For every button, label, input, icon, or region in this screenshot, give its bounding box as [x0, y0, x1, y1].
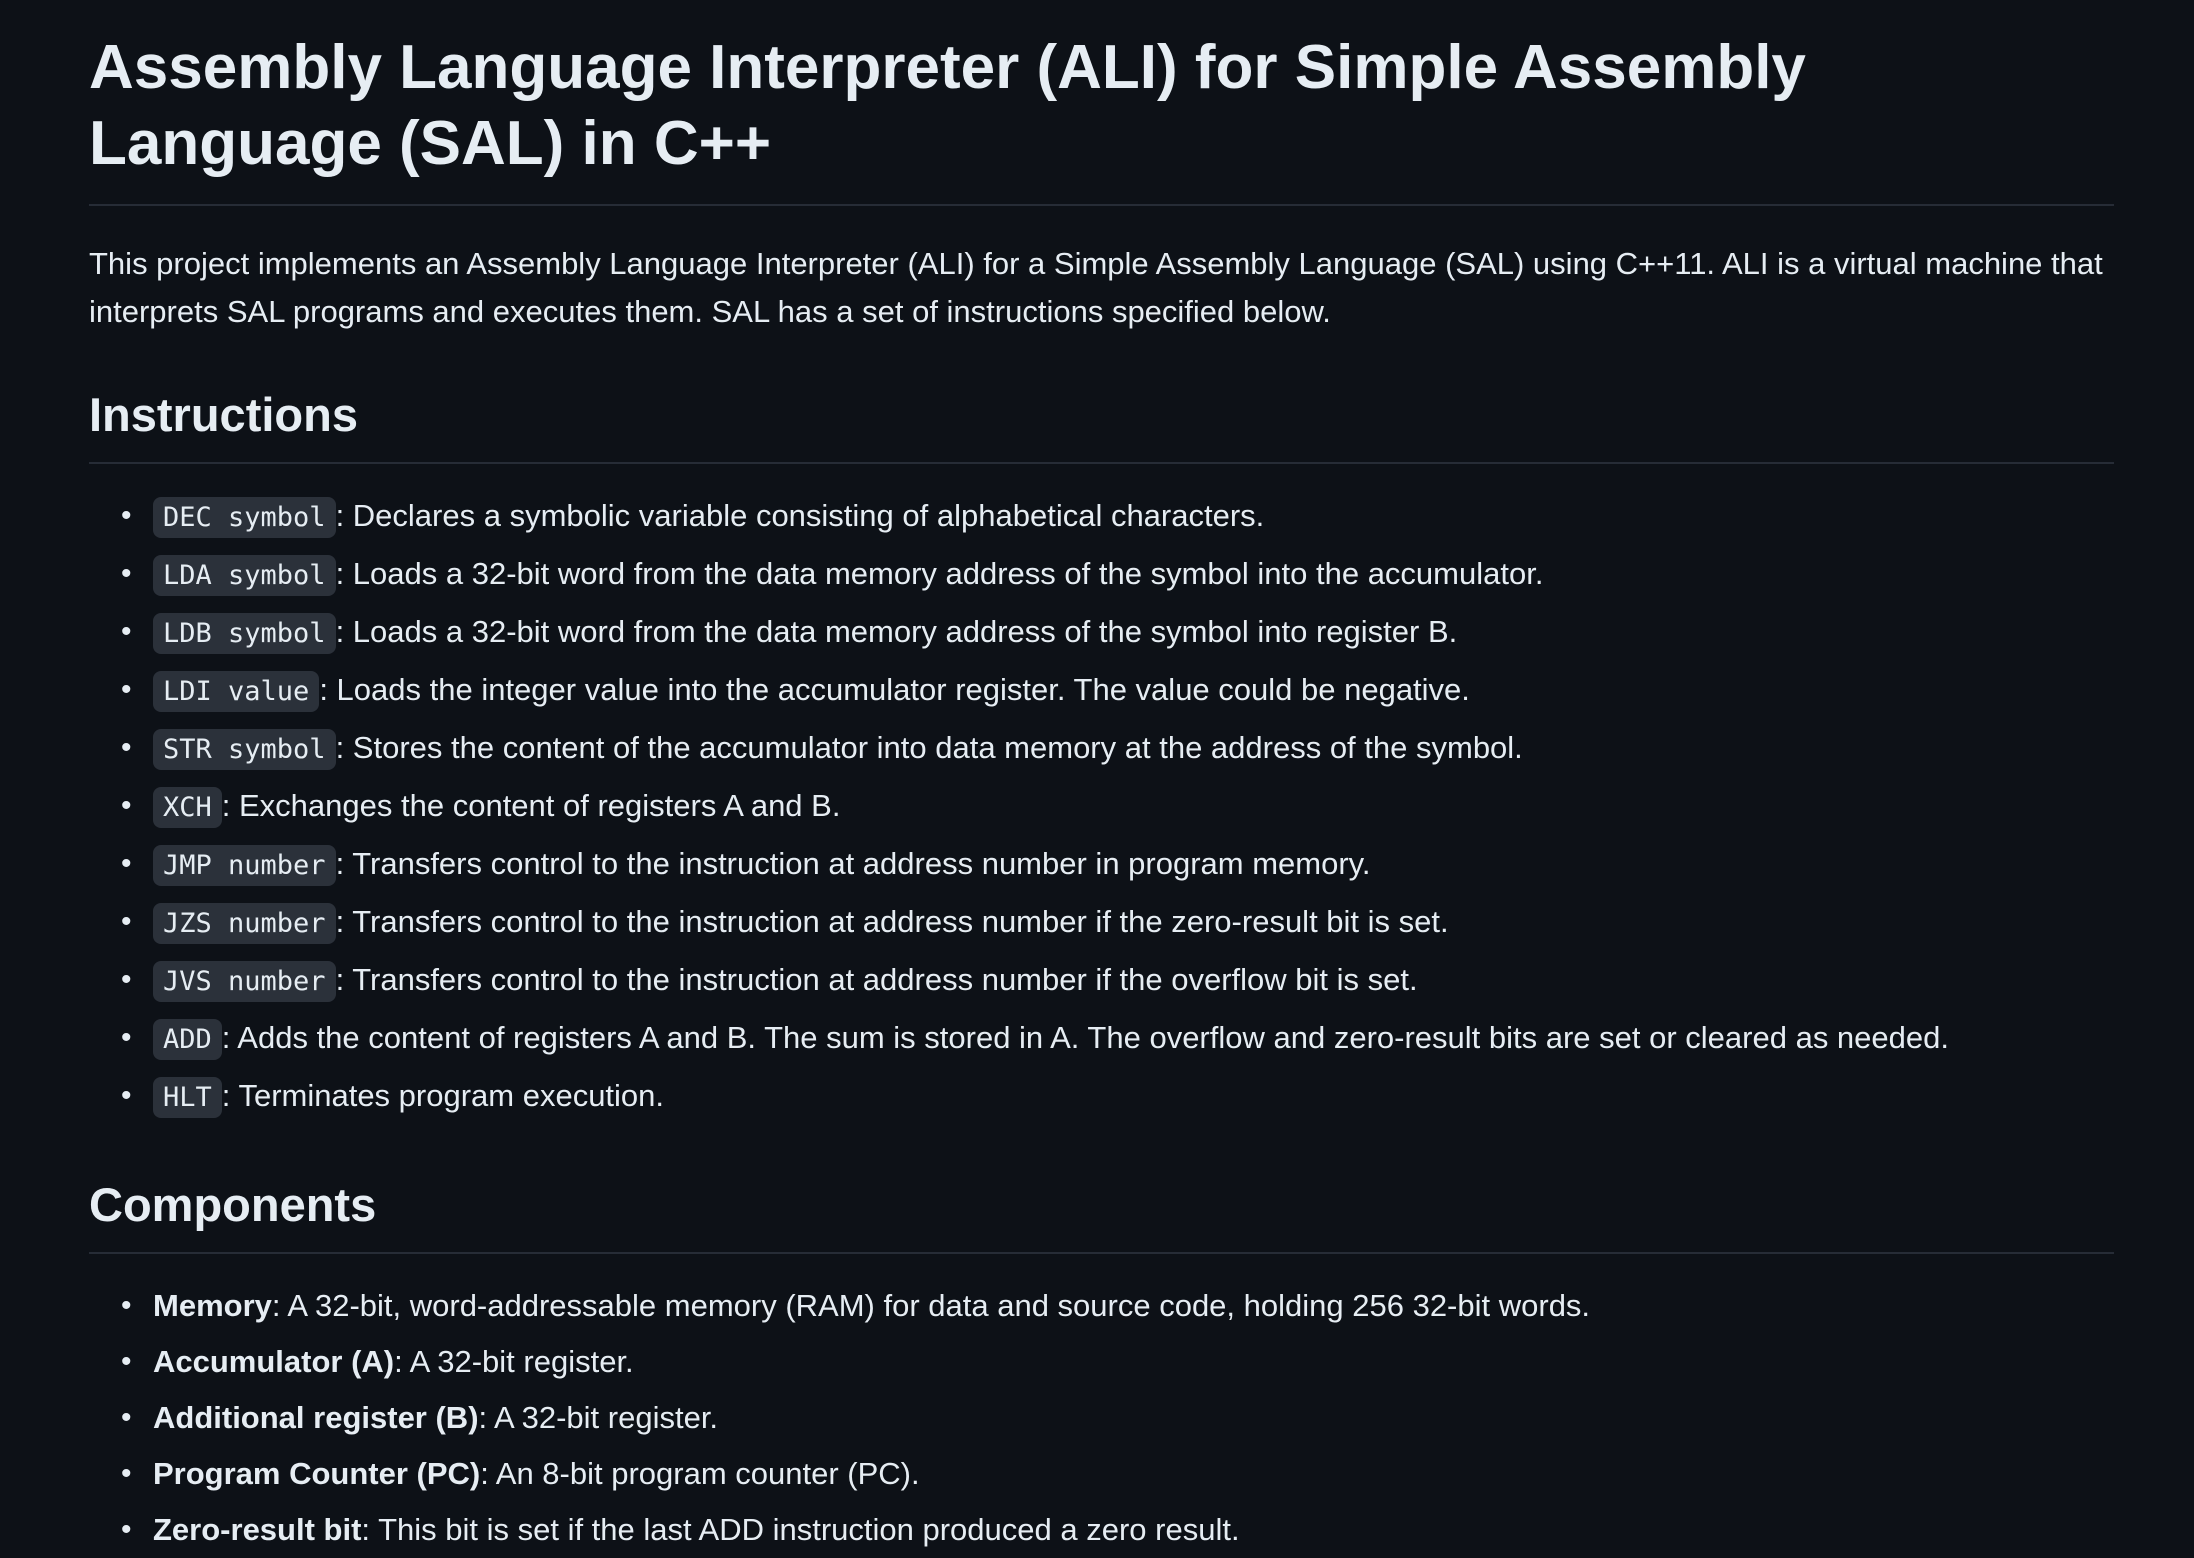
instruction-description: : Loads the integer value into the accumulator register. The value could be negative.: [319, 672, 1470, 707]
bullet-icon: •: [121, 905, 132, 938]
instruction-code: LDI value: [153, 671, 319, 712]
instruction-code: STR symbol: [153, 729, 336, 770]
readme-content: [89, 0, 2114, 1558]
instruction-code: XCH: [153, 787, 222, 828]
instruction-code: JMP number: [153, 845, 336, 886]
instruction-description: : Terminates program execution.: [221, 1078, 665, 1113]
bullet-icon: •: [121, 1513, 132, 1546]
instruction-item: [121, 1068, 2114, 1126]
instruction-code: DEC symbol: [153, 497, 336, 538]
component-term: Zero-result bit: [153, 1512, 362, 1547]
bullet-icon: •: [121, 1345, 132, 1378]
component-item: [121, 1390, 2114, 1446]
instruction-description: : Adds the content of registers A and B. The sum is stored in A. The overflow and zero-result bits are set or cleared as needed.: [221, 1020, 1949, 1055]
instruction-item: [121, 778, 2114, 836]
instruction-item: [121, 720, 2114, 778]
bullet-icon: •: [121, 1457, 132, 1490]
component-term: Program Counter (PC): [153, 1456, 481, 1491]
instructions-heading: Instructions: [89, 384, 2114, 464]
component-description: : A 32-bit register.: [394, 1344, 634, 1379]
bullet-icon: •: [121, 673, 132, 706]
component-description: : A 32-bit register.: [478, 1400, 719, 1435]
instruction-item: [121, 952, 2114, 1010]
component-description: : An 8-bit program counter (PC).: [480, 1456, 920, 1491]
bullet-icon: •: [121, 1289, 132, 1322]
instruction-description: : Transfers control to the instruction at address number if the overflow bit is set.: [335, 962, 1418, 997]
component-term: Additional register (B): [153, 1400, 479, 1435]
instruction-item: [121, 604, 2114, 662]
components-list: [89, 1278, 2114, 1558]
instruction-code: LDA symbol: [153, 555, 336, 596]
instruction-description: : Transfers control to the instruction at address number in program memory.: [335, 846, 1371, 881]
intro-paragraph: This project implements an Assembly Language Interpreter (ALI) for a Simple Assembly Language (SAL) using C++11. ALI is a virtual machine that interprets SAL programs and executes them. SAL has a set of instructions specified below.: [89, 246, 2103, 329]
bullet-icon: •: [121, 1079, 132, 1112]
instruction-item: [121, 836, 2114, 894]
bullet-icon: •: [121, 1401, 132, 1434]
bullet-icon: •: [121, 789, 132, 822]
component-term: Memory: [153, 1288, 272, 1323]
instruction-code: JZS number: [153, 903, 336, 944]
page-title: Assembly Language Interpreter (ALI) for Simple Assembly Language (SAL) in C++: [89, 0, 2114, 206]
instruction-description: : Stores the content of the accumulator into data memory at the address of the symbol.: [335, 730, 1523, 765]
instruction-item: [121, 546, 2114, 604]
instruction-description: : Transfers control to the instruction at address number if the zero-result bit is set.: [335, 904, 1449, 939]
instruction-code: ADD: [153, 1019, 222, 1060]
instruction-code: LDB symbol: [153, 613, 336, 654]
components-heading: Components: [89, 1174, 2114, 1254]
instruction-code: JVS number: [153, 961, 336, 1002]
instruction-description: : Declares a symbolic variable consisting of alphabetical characters.: [335, 498, 1265, 533]
bullet-icon: •: [121, 557, 132, 590]
instruction-description: : Loads a 32-bit word from the data memory address of the symbol into the accumulator.: [335, 556, 1544, 591]
bullet-icon: •: [121, 731, 132, 764]
component-item: [121, 1278, 2114, 1334]
instruction-item: [121, 662, 2114, 720]
instruction-description: : Loads a 32-bit word from the data memory address of the symbol into register B.: [335, 614, 1458, 649]
bullet-icon: •: [121, 1021, 132, 1054]
component-item: [121, 1502, 2114, 1558]
bullet-icon: •: [121, 615, 132, 648]
component-description: : This bit is set if the last ADD instruction produced a zero result.: [361, 1512, 1240, 1547]
instruction-item: [121, 1010, 2114, 1068]
component-term: Accumulator (A): [153, 1344, 395, 1379]
bullet-icon: •: [121, 499, 132, 532]
bullet-icon: •: [121, 963, 132, 996]
instruction-description: : Exchanges the content of registers A and B.: [221, 788, 841, 823]
instruction-code: HLT: [153, 1077, 222, 1118]
instruction-item: [121, 894, 2114, 952]
component-item: [121, 1334, 2114, 1390]
instruction-item: [121, 488, 2114, 546]
component-description: : A 32-bit, word-addressable memory (RAM) for data and source code, holding 256 32-bit words.: [271, 1288, 1591, 1323]
bullet-icon: •: [121, 847, 132, 880]
component-item: [121, 1446, 2114, 1502]
instructions-list: [89, 488, 2114, 1126]
